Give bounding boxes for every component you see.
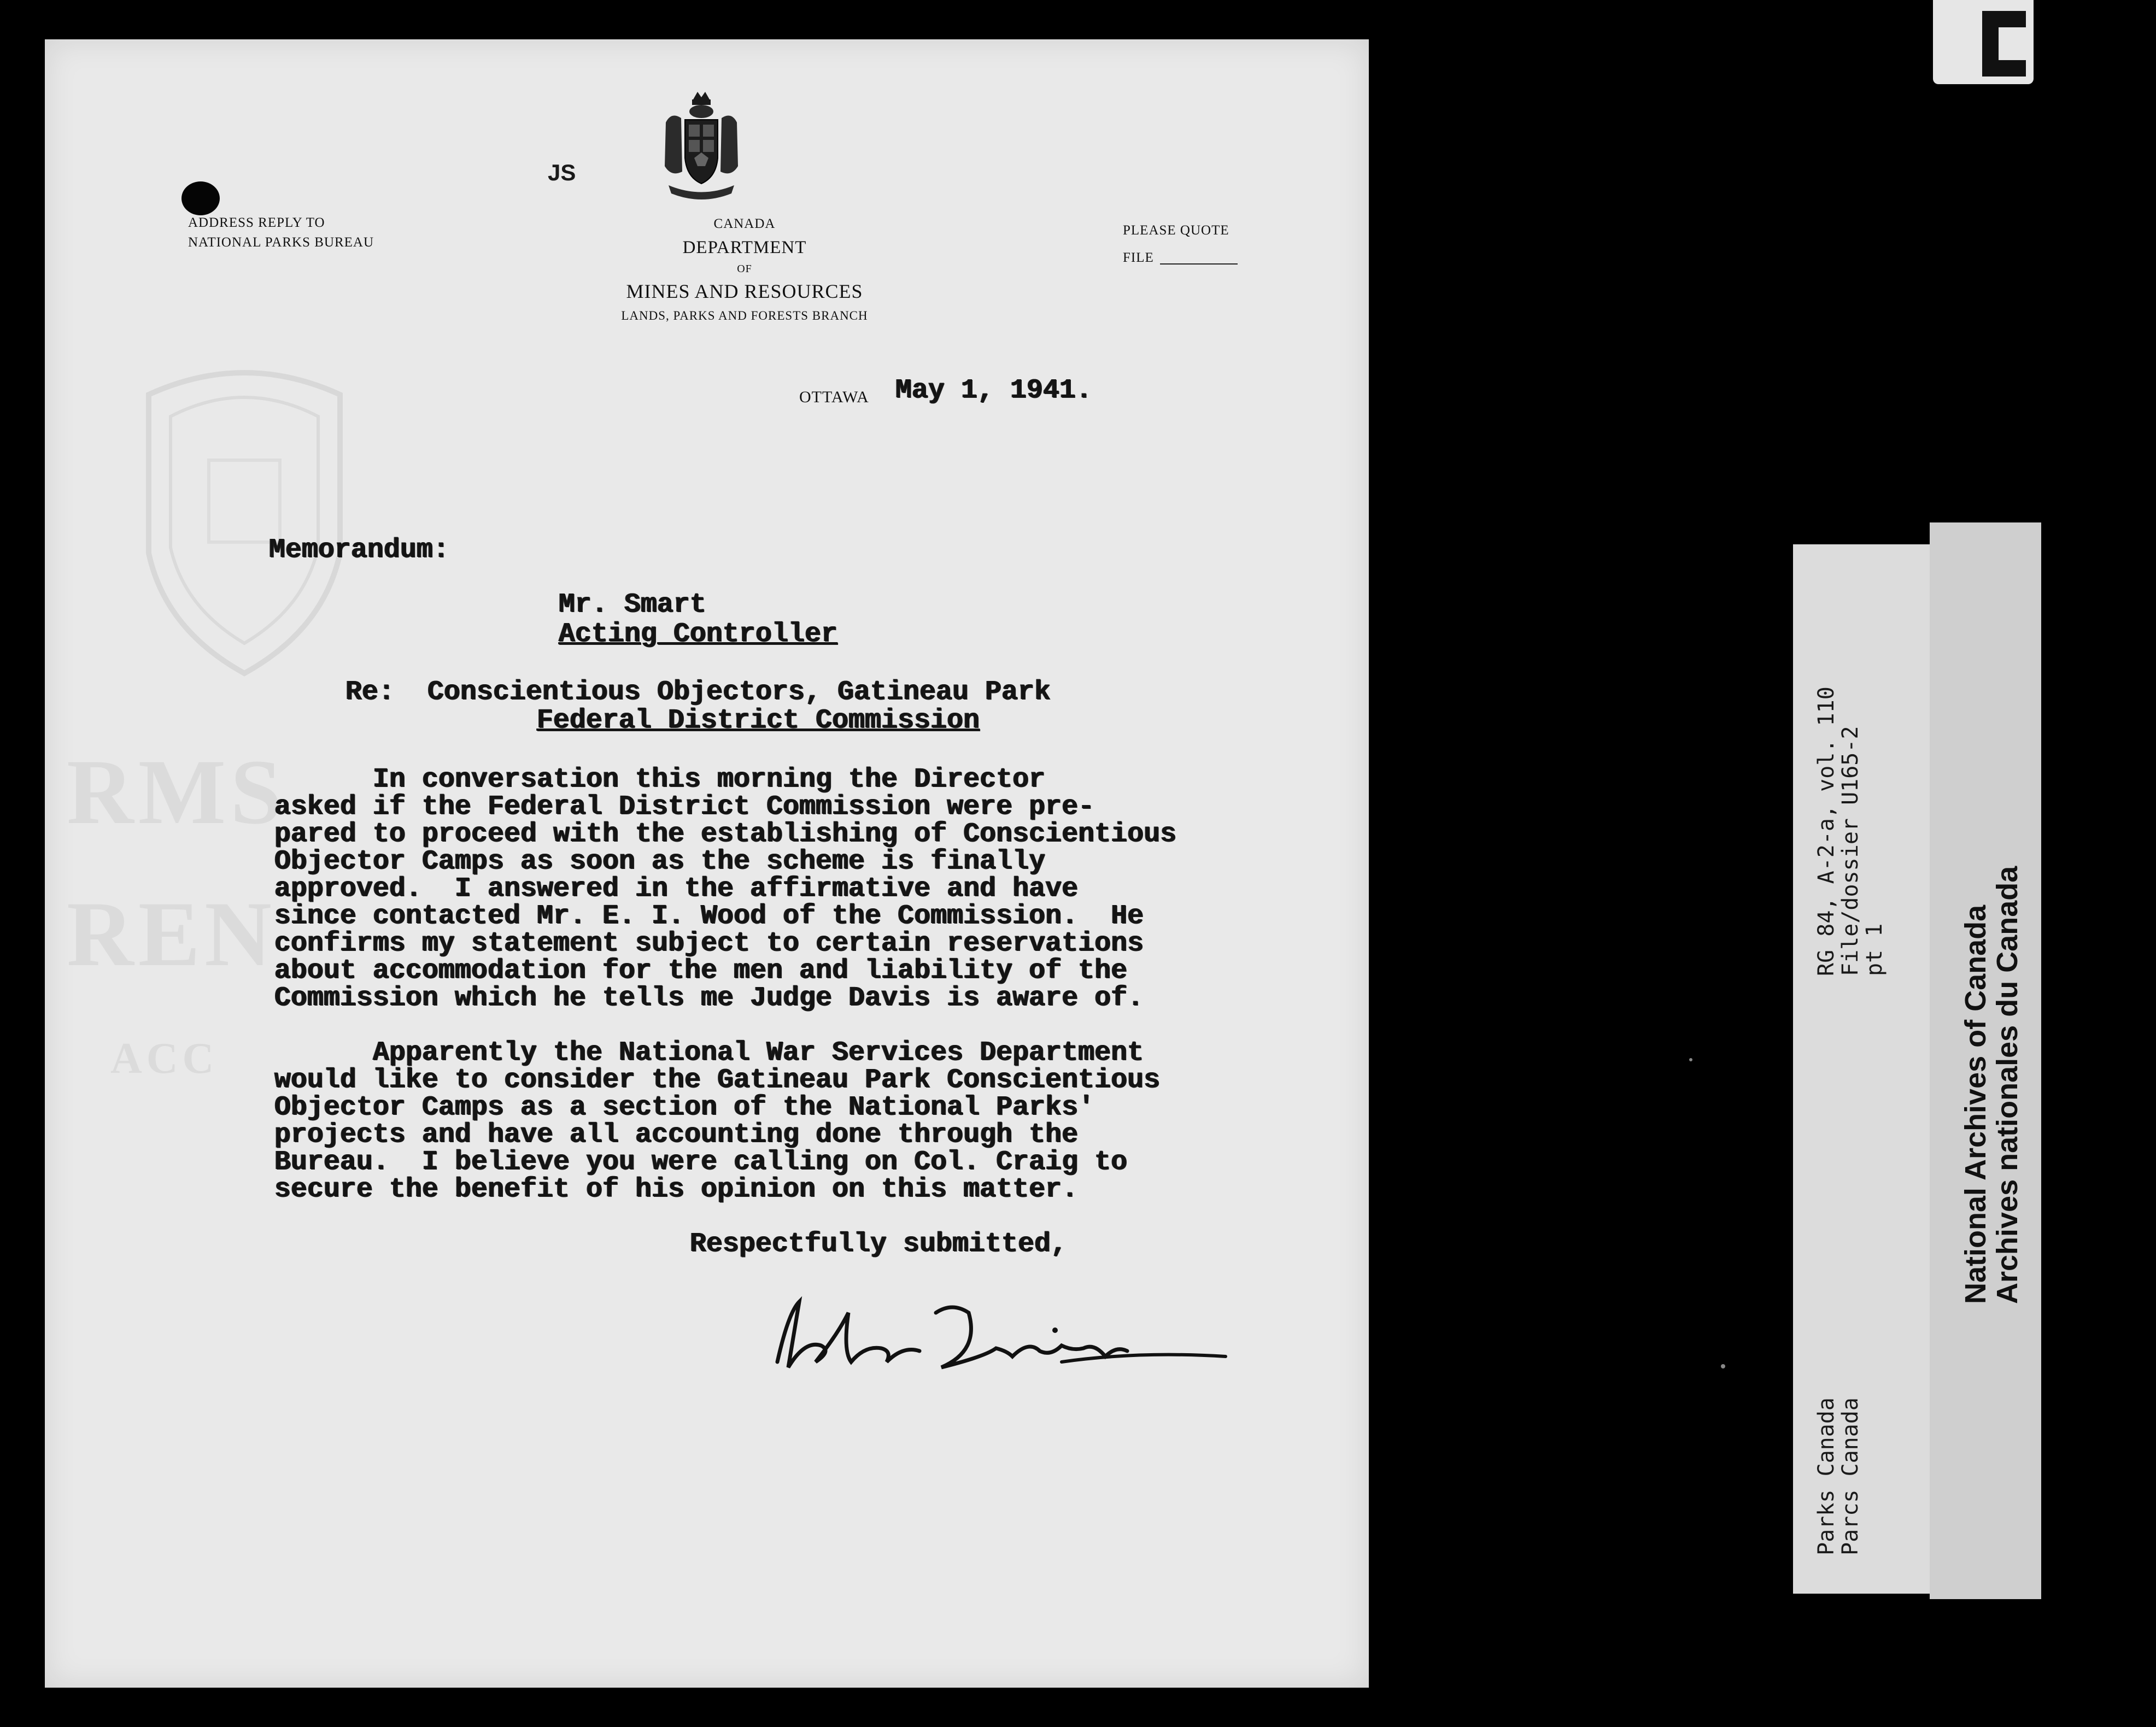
letterhead-branch: LANDS, PARKS AND FORESTS BRANCH bbox=[621, 309, 868, 322]
bleed-through-ghost: RMS bbox=[67, 741, 286, 843]
agency-name-en: Parks Canada bbox=[1814, 1397, 1839, 1555]
film-speck bbox=[1689, 1058, 1692, 1061]
handwritten-signature bbox=[755, 1280, 1247, 1389]
archives-name-fr: Archives nationales du Canada bbox=[1991, 866, 2024, 1304]
reference-line: File/dossier U165-2 bbox=[1838, 726, 1863, 976]
coat-of-arms-icon bbox=[655, 90, 748, 204]
reference-line: pt 1 bbox=[1862, 923, 1887, 976]
file-number-blank bbox=[1160, 263, 1238, 265]
letter-sheet bbox=[45, 39, 1369, 1688]
bleed-through-ghost: REN bbox=[67, 883, 276, 985]
letterhead-country: CANADA bbox=[713, 216, 776, 231]
typist-initials: JS bbox=[548, 160, 576, 185]
archive-reference-label bbox=[1793, 544, 1930, 1594]
letter-date: May 1, 1941. bbox=[895, 375, 1093, 406]
please-quote-label: PLEASE QUOTE bbox=[1123, 223, 1229, 238]
adjacent-frame-corner bbox=[1933, 0, 2034, 84]
closing-line: Respectfully submitted, bbox=[690, 1229, 1068, 1260]
address-reply-line: ADDRESS REPLY TO bbox=[188, 215, 325, 230]
letterhead-department: DEPARTMENT bbox=[682, 238, 807, 257]
address-reply-block bbox=[188, 213, 374, 252]
subject-line: Conscientious Objectors, Gatineau Park bbox=[427, 677, 1051, 708]
embossed-seal-watermark bbox=[127, 345, 362, 684]
subject-label: Re: bbox=[345, 677, 395, 708]
agency-name-fr: Parcs Canada bbox=[1838, 1397, 1863, 1555]
place-label: OTTAWA bbox=[799, 388, 869, 406]
memo-heading: Memorandum: bbox=[269, 534, 450, 566]
letterhead-of: OF bbox=[737, 263, 752, 275]
punch-hole bbox=[181, 181, 220, 215]
body-paragraph: In conversation this morning the Director asked if the Federal District Commission were pre- pared to proceed with the establishing of Conscientious Objector Camps as soon as the scheme is finally approved. I answered in the affirmative and have since contacted Mr. E. I. Wood of the Commission. He confirms my statement subject to certain reservations about accommodation for the men and liability of the Commission which he tells me Judge Davis is aware of. bbox=[274, 764, 1177, 1014]
letterhead-ministry: MINES AND RESOURCES bbox=[626, 280, 863, 302]
addressee-name: Mr. Smart bbox=[559, 589, 707, 620]
reference-line: RG 84, A-2-a, vol. 110 bbox=[1814, 686, 1839, 976]
archives-name-en: National Archives of Canada bbox=[1959, 904, 1992, 1304]
bleed-through-ghost: ACC bbox=[110, 1035, 219, 1083]
address-reply-line: NATIONAL PARKS BUREAU bbox=[188, 235, 374, 250]
body-paragraph: Apparently the National War Services Department would like to consider the Gatineau Park Conscientious Objector Camps as a section of the National Parks' projects and have all accounting done through the Bureau. I believe you were calling on Col. Craig to secure the benefit of his opinion on this matter. bbox=[274, 1037, 1161, 1205]
file-label: FILE bbox=[1123, 250, 1154, 265]
film-speck bbox=[1721, 1364, 1725, 1368]
subject-line-underlined: Federal District Commission bbox=[537, 705, 980, 736]
addressee-title: Acting Controller bbox=[559, 619, 838, 650]
letterhead-block bbox=[537, 213, 952, 327]
partial-glyph bbox=[1933, 0, 2034, 84]
archives-name-label bbox=[1930, 522, 2041, 1599]
